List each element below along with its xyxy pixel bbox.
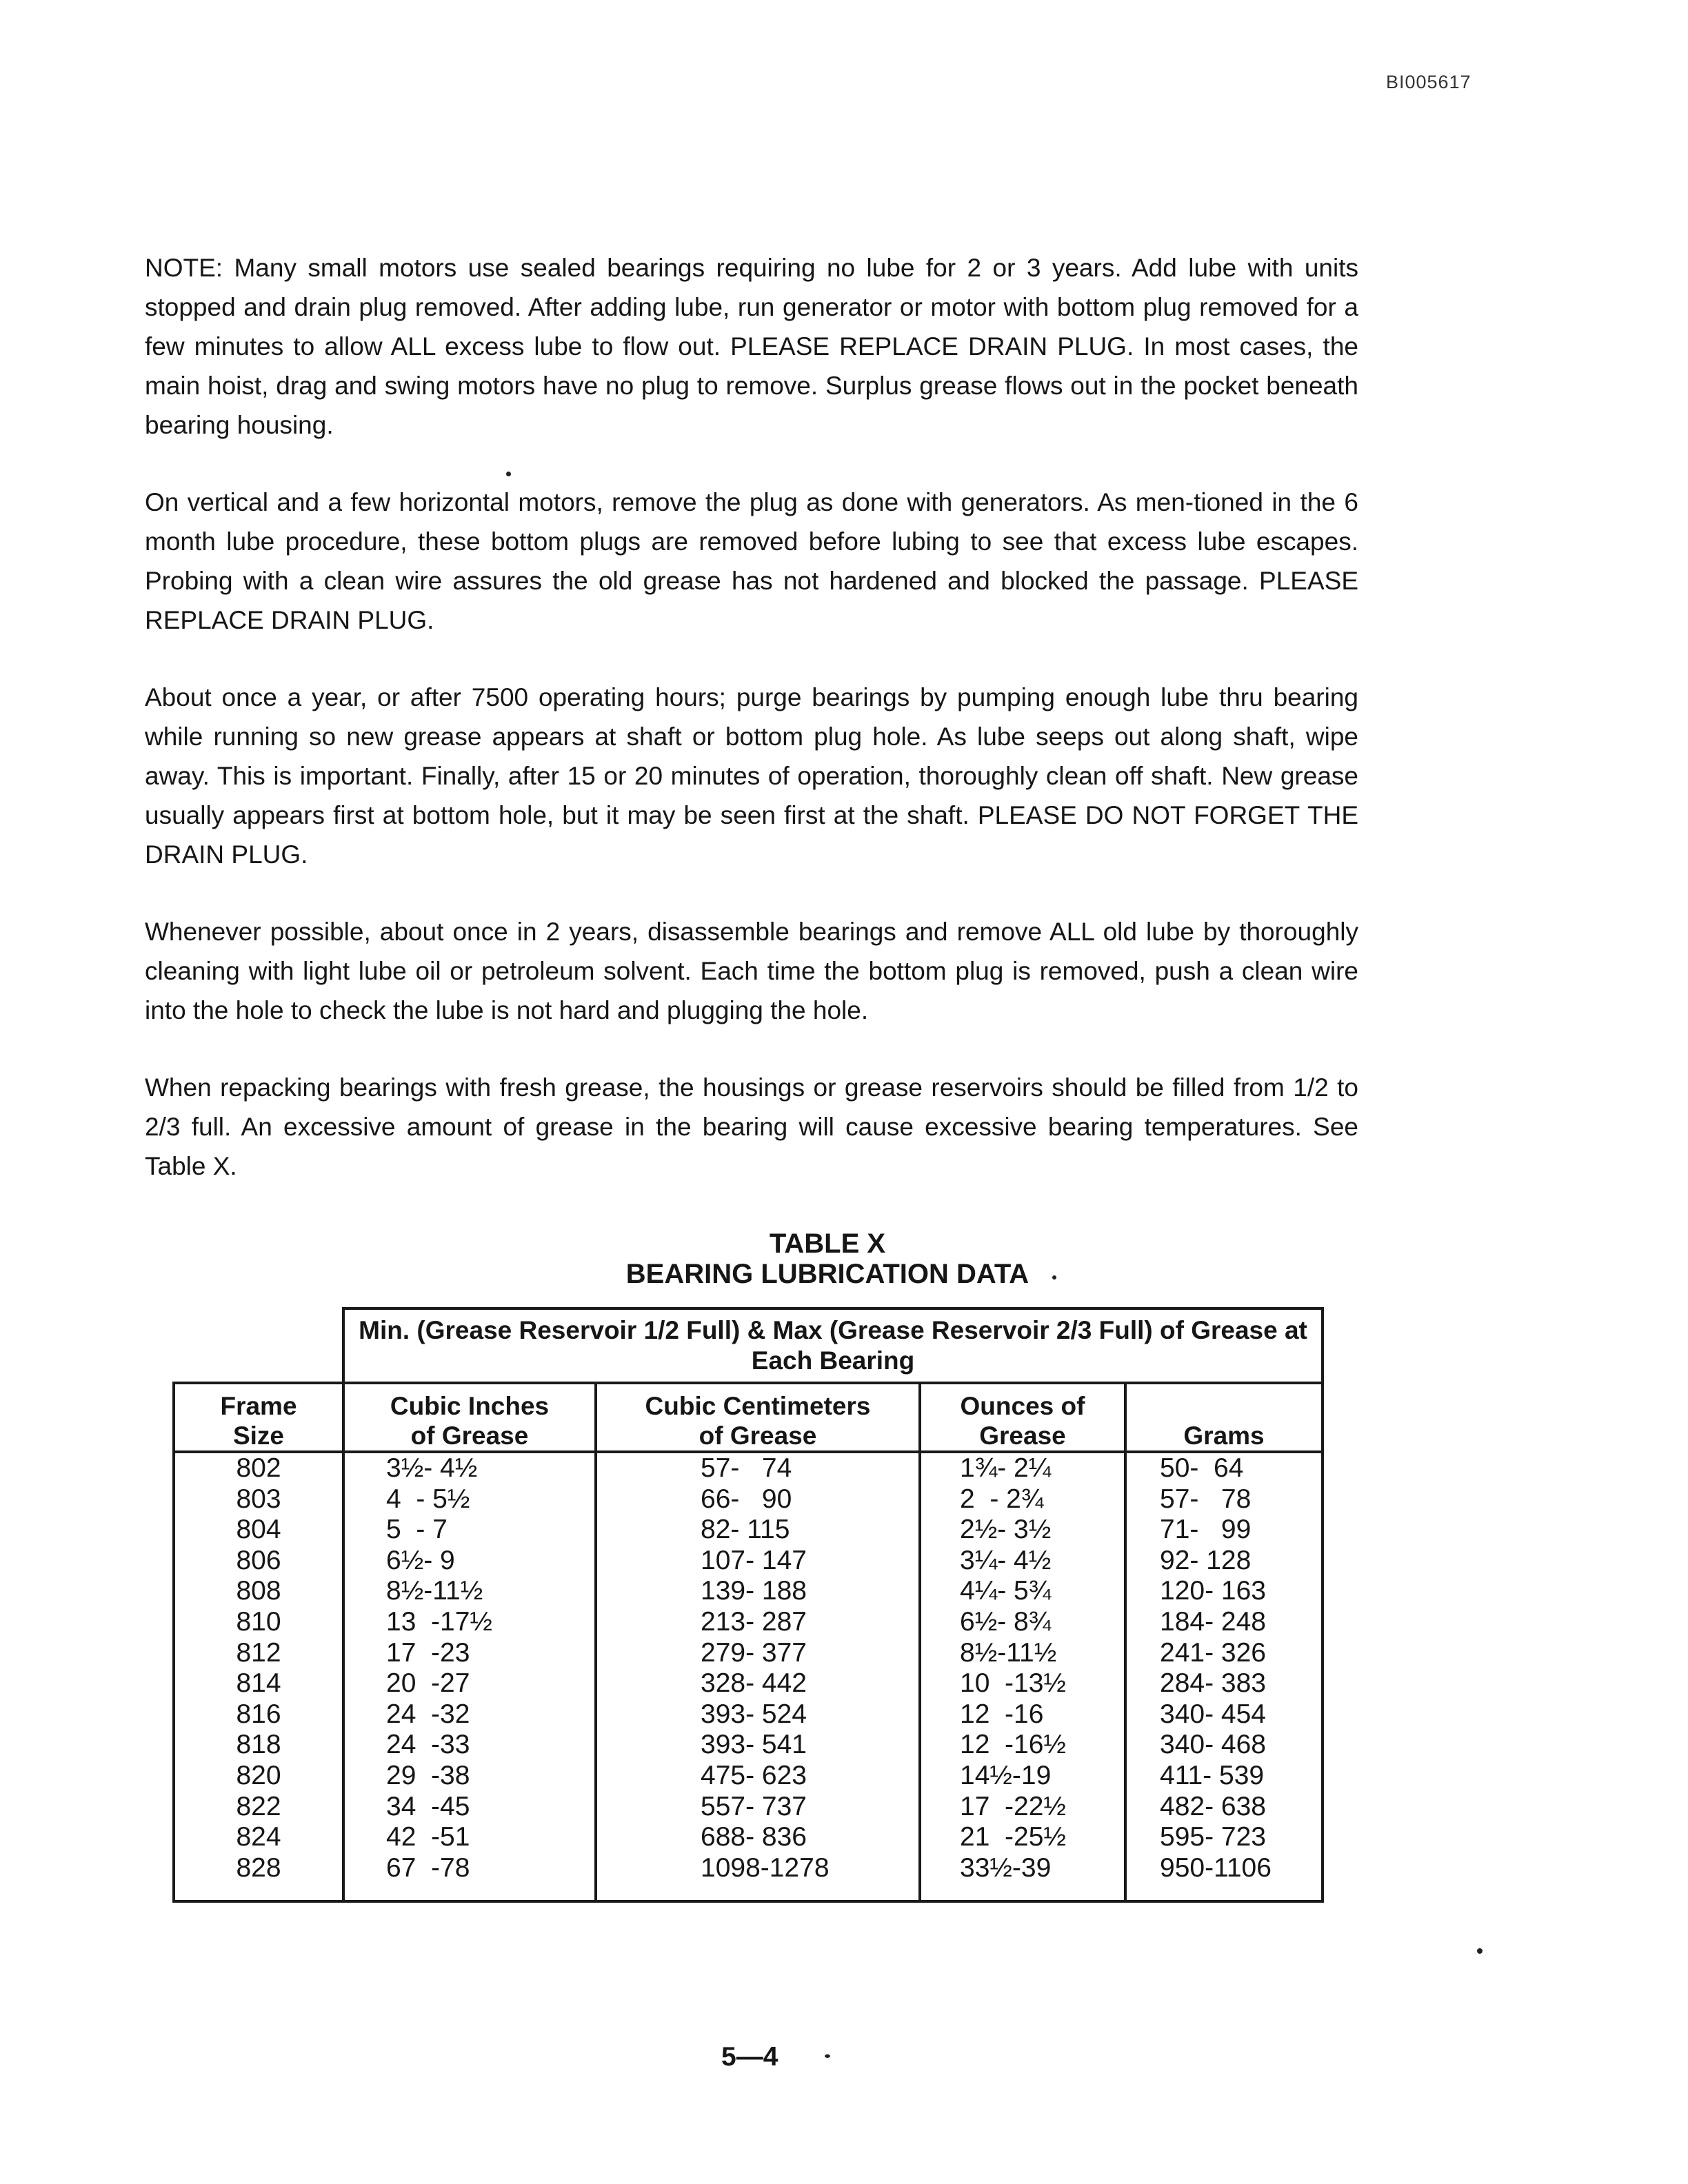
table-title: TABLE X [769,1228,886,1259]
table-cell-cubic-inches: 5 - 7 [386,1515,448,1545]
table-cell-grams: 284- 383 [1160,1668,1266,1699]
column-cubic-inches [343,1452,596,1901]
table-cell-grams: 482- 638 [1160,1791,1266,1821]
table-cell-cubic-cm: 328- 442 [701,1668,807,1699]
table-cell-cubic-cm: 557- 737 [701,1791,807,1821]
table-cell-frame: 803 [236,1484,281,1514]
header-cubic-inches-line1: Cubic Inches [390,1392,550,1420]
table-cell-cubic-cm: 475- 623 [701,1760,807,1790]
table-cell-frame: 822 [236,1791,281,1821]
table-cell-cubic-cm: 688- 836 [701,1822,807,1852]
table-cell-grams: 411- 539 [1160,1760,1265,1790]
scan-speck [1477,1948,1483,1954]
table-cell-ounces: 8½-11½ [960,1637,1057,1668]
column-ounces [920,1452,1125,1901]
table-cell-cubic-inches: 17 -23 [386,1637,470,1668]
header-cubic-inches [343,1383,596,1452]
table-cell-frame: 810 [236,1606,281,1637]
table-cell-ounces: 1¾- 2¼ [960,1453,1052,1483]
table-cell-frame: 802 [236,1453,281,1483]
column-grams [1125,1452,1323,1901]
table-cell-ounces: 21 -25½ [960,1822,1066,1852]
table-cell-grams: 57- 78 [1160,1484,1252,1514]
paragraph-annual-purge: About once a year, or after 7500 operating hours; purge bearings by pumping enough lube thru bearing while running so new grease appears at shaft or bottom plug hole. As lube seeps out along shaft, wipe away. This is important. Finally, after 15 or 20 minutes of operation, thoroughly clean off shaft. New grease usually appears first at bottom hole, but it may be seen first at the shaft. PLEASE DO NOT FORGET THE DRAIN PLUG. [145,683,1358,869]
table-cell-ounces: 3¼- 4½ [960,1545,1052,1575]
header-cubic-centimeters [596,1383,920,1452]
table-cell-grams: 184- 248 [1160,1606,1266,1637]
table-cell-grams: 50- 64 [1160,1453,1244,1483]
table-cell-ounces: 33½-39 [960,1852,1052,1883]
table-cell-grams: 595- 723 [1160,1822,1266,1852]
table-cell-cubic-cm: 57- 74 [701,1453,792,1483]
table-cell-cubic-cm: 213- 287 [701,1606,807,1637]
table-cell-frame: 828 [236,1852,281,1883]
table-cell-cubic-inches: 24 -32 [386,1699,470,1729]
table-cell-grams: 950-1106 [1160,1852,1272,1883]
table-cell-cubic-inches: 67 -78 [386,1852,470,1883]
table-cell-cubic-cm: 82- 115 [701,1515,790,1545]
table-cell-ounces: 12 -16 [960,1699,1044,1729]
table-cell-ounces: 17 -22½ [960,1791,1066,1821]
table-cell-frame: 816 [236,1699,281,1729]
table-cell-frame: 820 [236,1760,281,1790]
scan-speck [506,472,511,476]
table-cell-cubic-cm: 107- 147 [701,1545,807,1575]
table-cell-cubic-inches: 20 -27 [386,1668,470,1699]
table-cell-grams: 120- 163 [1160,1576,1266,1606]
bearing-lubrication-table [172,1307,1324,1903]
table-cell-ounces: 12 -16½ [960,1730,1066,1760]
document-id: BI005617 [1386,72,1471,92]
table-cell-grams: 340- 468 [1160,1730,1266,1760]
header-frame-line1: Frame [220,1392,297,1420]
table-cell-cubic-inches: 8½-11½ [386,1576,483,1606]
table-cell-cubic-inches: 6½- 9 [386,1545,455,1575]
table-cell-ounces: 4¼- 5¾ [960,1576,1052,1606]
table-cell-grams: 71- 99 [1160,1515,1252,1545]
scan-speck [1052,1275,1056,1280]
paragraph-vertical-motors: On vertical and a few horizontal motors, remove the plug as done with generators. As men-tioned in the 6 month lube procedure, these bottom plugs are removed before lubing to see that excess lube escapes. Probing with a clean wire assures the old grease has not hardened and blocked the passage. PLEASE REPLACE DRAIN PLUG. [145,488,1358,634]
table-cell-cubic-inches: 34 -45 [386,1791,470,1821]
header-cubic-cm-line2: of Grease [699,1422,817,1450]
table-cell-cubic-inches: 4 - 5½ [386,1484,470,1514]
table-cell-ounces: 6½- 8¾ [960,1606,1052,1637]
header-ounces [920,1383,1125,1452]
table-cell-ounces: 2½- 3½ [960,1515,1052,1545]
table-cell-ounces: 10 -13½ [960,1668,1066,1699]
table-cell-cubic-cm: 139- 188 [701,1576,807,1606]
table-cell-cubic-cm: 1098-1278 [701,1852,830,1883]
header-grams-line1 [1127,1391,1321,1421]
table-cell-cubic-inches: 13 -17½ [386,1606,492,1637]
column-cubic-centimeters [596,1452,920,1901]
column-frame-size [174,1452,343,1901]
header-grams [1125,1383,1323,1452]
header-cubic-cm-line1: Cubic Centimeters [645,1392,871,1420]
header-frame-size [174,1383,343,1452]
table-cell-frame: 812 [236,1637,281,1668]
table-cell-cubic-inches: 42 -51 [386,1822,470,1852]
table-cell-ounces: 14½-19 [960,1760,1052,1790]
table-cell-cubic-cm: 393- 524 [701,1699,807,1729]
table-cell-cubic-cm: 66- 90 [701,1484,792,1514]
paragraph-note: NOTE: Many small motors use sealed bearings requiring no lube for 2 or 3 years. Add lube with units stopped and drain plug removed. After adding lube, run generator or motor with bottom plug removed for a few minutes to allow ALL excess lube to flow out. PLEASE REPLACE DRAIN PLUG. In most cases, the main hoist, drag and swing motors have no plug to remove. Surplus grease flows out in the pocket beneath bearing housing. [145,254,1358,439]
table-subtitle: BEARING LUBRICATION DATA [625,1259,1029,1289]
group-header: Min. (Grease Reservoir 1/2 Full) & Max (Grease Reservoir 2/3 Full) of Grease at Each Bearing [343,1308,1323,1383]
table-cell-cubic-cm: 393- 541 [701,1730,807,1760]
header-grams-line2: Grams [1183,1422,1265,1450]
table-cell-cubic-inches: 24 -33 [386,1730,470,1760]
table-cell-grams: 340- 454 [1160,1699,1266,1729]
table-cell-grams: 241- 326 [1160,1637,1266,1668]
paragraph-repacking: When repacking bearings with fresh grease, the housings or grease reservoirs should be filled from 1/2 to 2/3 full. An excessive amount of grease in the bearing will cause excessive bearing temperatures. See Table X. [145,1073,1358,1180]
header-ounces-line1: Ounces of [960,1392,1085,1420]
table-cell-cubic-cm: 279- 377 [701,1637,807,1668]
table-cell-cubic-inches: 3½- 4½ [386,1453,478,1483]
blank-corner [174,1308,343,1383]
scan-speck [825,2054,830,2058]
table-cell-frame: 808 [236,1576,281,1606]
header-cubic-inches-line2: of Grease [410,1422,529,1450]
table-cell-frame: 804 [236,1515,281,1545]
table-cell-frame: 806 [236,1545,281,1575]
table-cell-frame: 818 [236,1730,281,1760]
table-cell-frame: 814 [236,1668,281,1699]
table-cell-grams: 92- 128 [1160,1545,1252,1575]
page-number: 5—4 [721,2042,778,2072]
table-cell-frame: 824 [236,1822,281,1852]
table-cell-cubic-inches: 29 -38 [386,1760,470,1790]
header-ounces-line2: Grease [979,1422,1066,1450]
paragraph-disassemble: Whenever possible, about once in 2 years, disassemble bearings and remove ALL old lube by thoroughly cleaning with light lube oil or petroleum solvent. Each time the bottom plug is removed, push a clean wire into the hole to check the lube is not hard and plugging the hole. [145,918,1358,1024]
header-frame-line2: Size [232,1422,285,1450]
table-cell-ounces: 2 - 2¾ [960,1484,1044,1514]
body-text [145,248,1358,1186]
